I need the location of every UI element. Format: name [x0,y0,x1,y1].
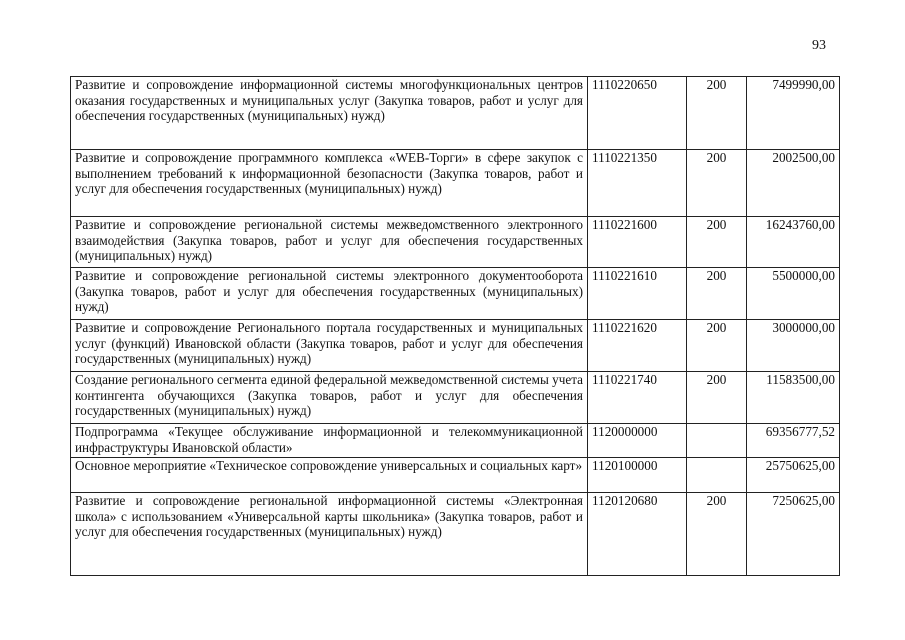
row-expense-kind: 200 [687,77,747,150]
row-amount: 16243760,00 [747,217,840,268]
row-expense-kind: 200 [687,217,747,268]
row-description: Развитие и сопровождение программного комплекса «WEB-Торги» в сфере закупок с выполнением требований к информационной безопасности (Закупка товаров, работ и услуг для обеспечения государственных (муниципальных) нужд) [71,150,588,217]
table-row [71,217,840,268]
row-target-code: 1120100000 [588,458,687,493]
row-amount: 7499990,00 [747,77,840,150]
row-target-code: 1110221610 [588,268,687,320]
row-target-code: 1110220650 [588,77,687,150]
row-amount: 7250625,00 [747,493,840,576]
row-description: Развитие и сопровождение региональной системы межведомственного электронного взаимодействия (Закупка товаров, работ и услуг для обеспечения государственных (муниципальных) нужд) [71,217,588,268]
row-expense-kind: 200 [687,320,747,372]
row-amount: 2002500,00 [747,150,840,217]
row-description: Развитие и сопровождение региональной системы электронного документооборота (Закупка товаров, работ и услуг для обеспечения государственных (муниципальных) нужд) [71,268,588,320]
row-amount: 25750625,00 [747,458,840,493]
row-description: Развитие и сопровождение информационной системы многофункциональных центров оказания государственных и муниципальных услуг (Закупка товаров, работ и услуг для обеспечения государственных (муниципальных) нужд) [71,77,588,150]
row-expense-kind: 200 [687,372,747,424]
row-description: Развитие и сопровождение региональной информационной системы «Электронная школа» с использованием «Универсальной карты школьника» (Закупка товаров, работ и услуг для обеспечения государственных (муниципальных) нужд) [71,493,588,576]
row-target-code: 1120120680 [588,493,687,576]
table-row [71,320,840,372]
row-expense-kind: 200 [687,150,747,217]
table-row [71,77,840,150]
row-description: Подпрограмма «Текущее обслуживание информационной и телекоммуникационной инфраструктуры Ивановской области» [71,424,588,458]
row-amount: 3000000,00 [747,320,840,372]
row-description: Создание регионального сегмента единой федеральной межведомственной системы учета контингента обучающихся (Закупка товаров, работ и услуг для обеспечения государственных (муниципальных) нужд) [71,372,588,424]
row-amount: 69356777,52 [747,424,840,458]
row-target-code: 1110221620 [588,320,687,372]
row-description: Основное мероприятие «Техническое сопровождение универсальных и социальных карт» [71,458,588,493]
row-target-code: 1110221350 [588,150,687,217]
row-description: Развитие и сопровождение Регионального портала государственных и муниципальных услуг (функций) Ивановской области (Закупка товаров, работ и услуг для обеспечения государственных (муниципальных) нужд) [71,320,588,372]
table-row [71,424,840,458]
row-expense-kind [687,458,747,493]
table-row [71,493,840,576]
table-row [71,150,840,217]
row-target-code: 1120000000 [588,424,687,458]
row-expense-kind [687,424,747,458]
row-expense-kind: 200 [687,493,747,576]
budget-table [70,76,840,576]
row-target-code: 1110221600 [588,217,687,268]
page-number: 93 [812,38,826,53]
table-row [71,268,840,320]
row-expense-kind: 200 [687,268,747,320]
table-row [71,458,840,493]
row-amount: 5500000,00 [747,268,840,320]
table-row [71,372,840,424]
row-amount: 11583500,00 [747,372,840,424]
row-target-code: 1110221740 [588,372,687,424]
